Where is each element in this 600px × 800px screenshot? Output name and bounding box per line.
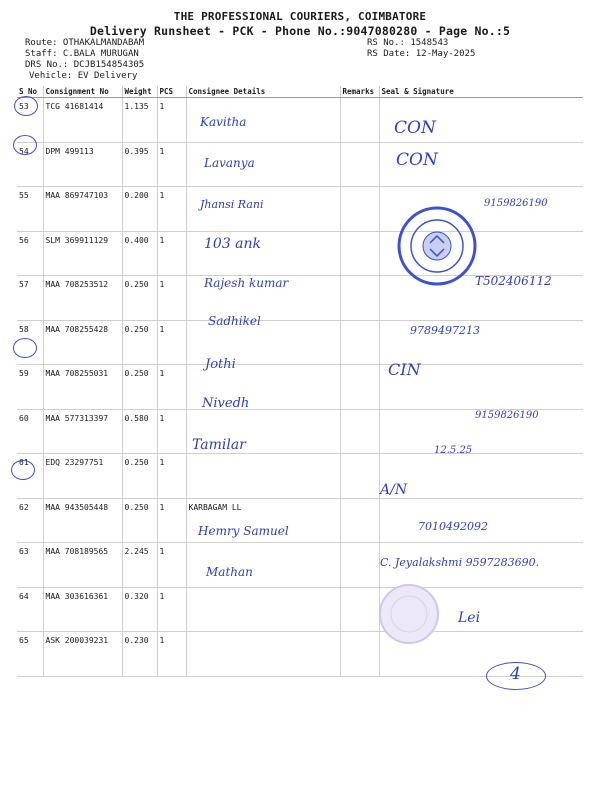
row-consignment-no: MAA 577313397 — [43, 409, 122, 454]
row-remarks — [340, 320, 379, 365]
row-sno: 54 — [17, 142, 43, 187]
col-header-pcs: PCS — [157, 86, 186, 98]
row-remarks — [340, 454, 379, 499]
col-header-signature: Seal & Signature — [379, 86, 583, 98]
handwritten-consignee-name: Mathan — [206, 565, 253, 579]
handwritten-consignee-name: Jothi — [205, 357, 236, 372]
row-remarks — [340, 142, 379, 187]
row-pcs: 1 — [157, 276, 186, 321]
table-row — [17, 320, 583, 365]
drs-text: DRS No.: DCJB154854305 — [25, 60, 145, 70]
row-pcs: 1 — [157, 98, 186, 143]
row-sno: 63 — [17, 543, 43, 588]
staff-text: Staff: C.BALA MURUGAN — [25, 49, 139, 59]
row-sno: 59 — [17, 365, 43, 410]
handwritten-consignee-name: Hemry Samuel — [198, 524, 289, 538]
table-header-row — [17, 86, 583, 98]
table-row — [17, 98, 583, 143]
row-consignment-no: MAA 708255031 — [43, 365, 122, 410]
rs-date-text: RS Date: 12-May-2025 — [367, 49, 476, 59]
table-row — [17, 498, 583, 543]
handwritten-consignee-name: 103 ank — [204, 236, 262, 252]
row-consignee — [186, 454, 340, 499]
seal-stamp — [396, 205, 478, 287]
circled-sno-62 — [11, 460, 35, 480]
handwritten-consignee-name: Tamilar — [192, 437, 246, 453]
row-pcs: 1 — [157, 187, 186, 232]
row-consignment-no: MAA 708253512 — [43, 276, 122, 321]
page-number-mark: 4 — [510, 664, 521, 684]
table-row — [17, 365, 583, 410]
row-remarks — [340, 632, 379, 677]
row-weight: 0.230 — [122, 632, 157, 677]
handwritten-consignee-name: Jhansi Rani — [200, 198, 264, 211]
vehicle-text: Vehicle: EV Delivery — [29, 71, 138, 81]
runsheet-table — [17, 86, 583, 677]
table-row — [17, 454, 583, 499]
row-pcs: 1 — [157, 587, 186, 632]
row-consignment-no: MAA 708255428 — [43, 320, 122, 365]
circled-sno-59 — [13, 338, 37, 358]
row-consignment-no: ASK 200039231 — [43, 632, 122, 677]
handwritten-signature: T502406112 — [475, 274, 552, 288]
row-sno: 65 — [17, 632, 43, 677]
row-consignee — [186, 632, 340, 677]
col-header-weight: Weight — [122, 86, 157, 98]
row-pcs: 1 — [157, 231, 186, 276]
row-pcs: 1 — [157, 454, 186, 499]
row-weight: 0.250 — [122, 276, 157, 321]
row-weight: 2.245 — [122, 543, 157, 588]
runsheet-subtitle: Delivery Runsheet - PCK - Phone No.:9047080280 - Page No.:5 — [89, 24, 511, 38]
handwritten-signature: CIN — [388, 360, 421, 379]
row-sno: 62 — [17, 498, 43, 543]
row-consignee — [186, 587, 340, 632]
table-row — [17, 142, 583, 187]
row-sno: 60 — [17, 409, 43, 454]
handwritten-signature: CON — [394, 118, 436, 138]
row-sno: 53 — [17, 98, 43, 143]
row-remarks — [340, 587, 379, 632]
row-pcs: 1 — [157, 632, 186, 677]
col-header-remarks: Remarks — [340, 86, 379, 98]
col-header-consignee: Consignee Details — [186, 86, 340, 98]
row-pcs: 1 — [157, 543, 186, 588]
handwritten-signature: 9159826190 — [484, 198, 548, 209]
handwritten-consignee-name: Sadhikel — [208, 314, 261, 328]
table-row — [17, 231, 583, 276]
row-pcs: 1 — [157, 320, 186, 365]
row-sno: 61 — [17, 454, 43, 499]
row-consignment-no: MAA 303616361 — [43, 587, 122, 632]
row-remarks — [340, 498, 379, 543]
row-consignment-no: TCG 41681414 — [43, 98, 122, 143]
faded-stamp — [378, 583, 440, 645]
row-weight: 0.580 — [122, 409, 157, 454]
row-weight: 0.250 — [122, 454, 157, 499]
row-signature-cell — [379, 454, 583, 499]
row-sno: 55 — [17, 187, 43, 232]
circled-sno-53 — [14, 96, 38, 116]
row-weight: 0.250 — [122, 365, 157, 410]
row-remarks — [340, 409, 379, 454]
row-consignment-no: MAA 708189565 — [43, 543, 122, 588]
row-remarks — [340, 365, 379, 410]
handwritten-consignee-name: Rajesh kumar — [204, 276, 289, 290]
row-consignee: KARBAGAM LL — [186, 498, 340, 543]
row-remarks — [340, 187, 379, 232]
route-text: Route: OTHAKALMANDABAM — [25, 38, 145, 48]
handwritten-signature: 7010492092 — [418, 520, 488, 533]
row-remarks — [340, 231, 379, 276]
handwritten-signature: Lei — [458, 610, 481, 626]
col-header-sno: S No — [17, 86, 43, 98]
row-sno: 57 — [17, 276, 43, 321]
row-pcs: 1 — [157, 365, 186, 410]
handwritten-signature: C. Jeyalakshmi 9597283690. — [380, 556, 540, 569]
handwritten-signature: 12.5.25 — [434, 445, 473, 456]
row-consignment-no: DPM 499113 — [43, 142, 122, 187]
rs-no-text: RS No.: 1548543 — [367, 38, 449, 48]
handwritten-consignee-name: Lavanya — [204, 156, 255, 170]
row-remarks — [340, 98, 379, 143]
handwritten-signature: 9159826190 — [475, 410, 539, 421]
row-weight: 1.135 — [122, 98, 157, 143]
meta-right — [367, 38, 475, 60]
row-pcs: 1 — [157, 142, 186, 187]
row-sno: 56 — [17, 231, 43, 276]
table-row — [17, 587, 583, 632]
row-pcs: 1 — [157, 498, 186, 543]
row-weight: 0.250 — [122, 498, 157, 543]
row-sno: 58 — [17, 320, 43, 365]
handwritten-signature: 9789497213 — [410, 324, 480, 337]
row-remarks — [340, 276, 379, 321]
row-remarks — [340, 543, 379, 588]
row-weight: 0.320 — [122, 587, 157, 632]
row-weight: 0.395 — [122, 142, 157, 187]
handwritten-consignee-name: Nivedh — [202, 396, 250, 411]
row-sno: 64 — [17, 587, 43, 632]
col-header-consignment: Consignment No — [43, 86, 122, 98]
meta-left — [25, 38, 144, 82]
company-title: THE PROFESSIONAL COURIERS, COIMBATORE — [173, 10, 427, 23]
row-consignment-no: SLM 369911129 — [43, 231, 122, 276]
row-consignment-no: EDQ 23297751 — [43, 454, 122, 499]
handwritten-signature: A/N — [380, 482, 408, 498]
row-weight: 0.200 — [122, 187, 157, 232]
handwritten-signature: CON — [396, 150, 438, 170]
row-consignment-no: MAA 869747103 — [43, 187, 122, 232]
circled-sno-54 — [13, 135, 37, 155]
handwritten-consignee-name: Kavitha — [200, 115, 247, 129]
row-pcs: 1 — [157, 409, 186, 454]
row-weight: 0.250 — [122, 320, 157, 365]
row-consignment-no: MAA 943505448 — [43, 498, 122, 543]
row-weight: 0.400 — [122, 231, 157, 276]
